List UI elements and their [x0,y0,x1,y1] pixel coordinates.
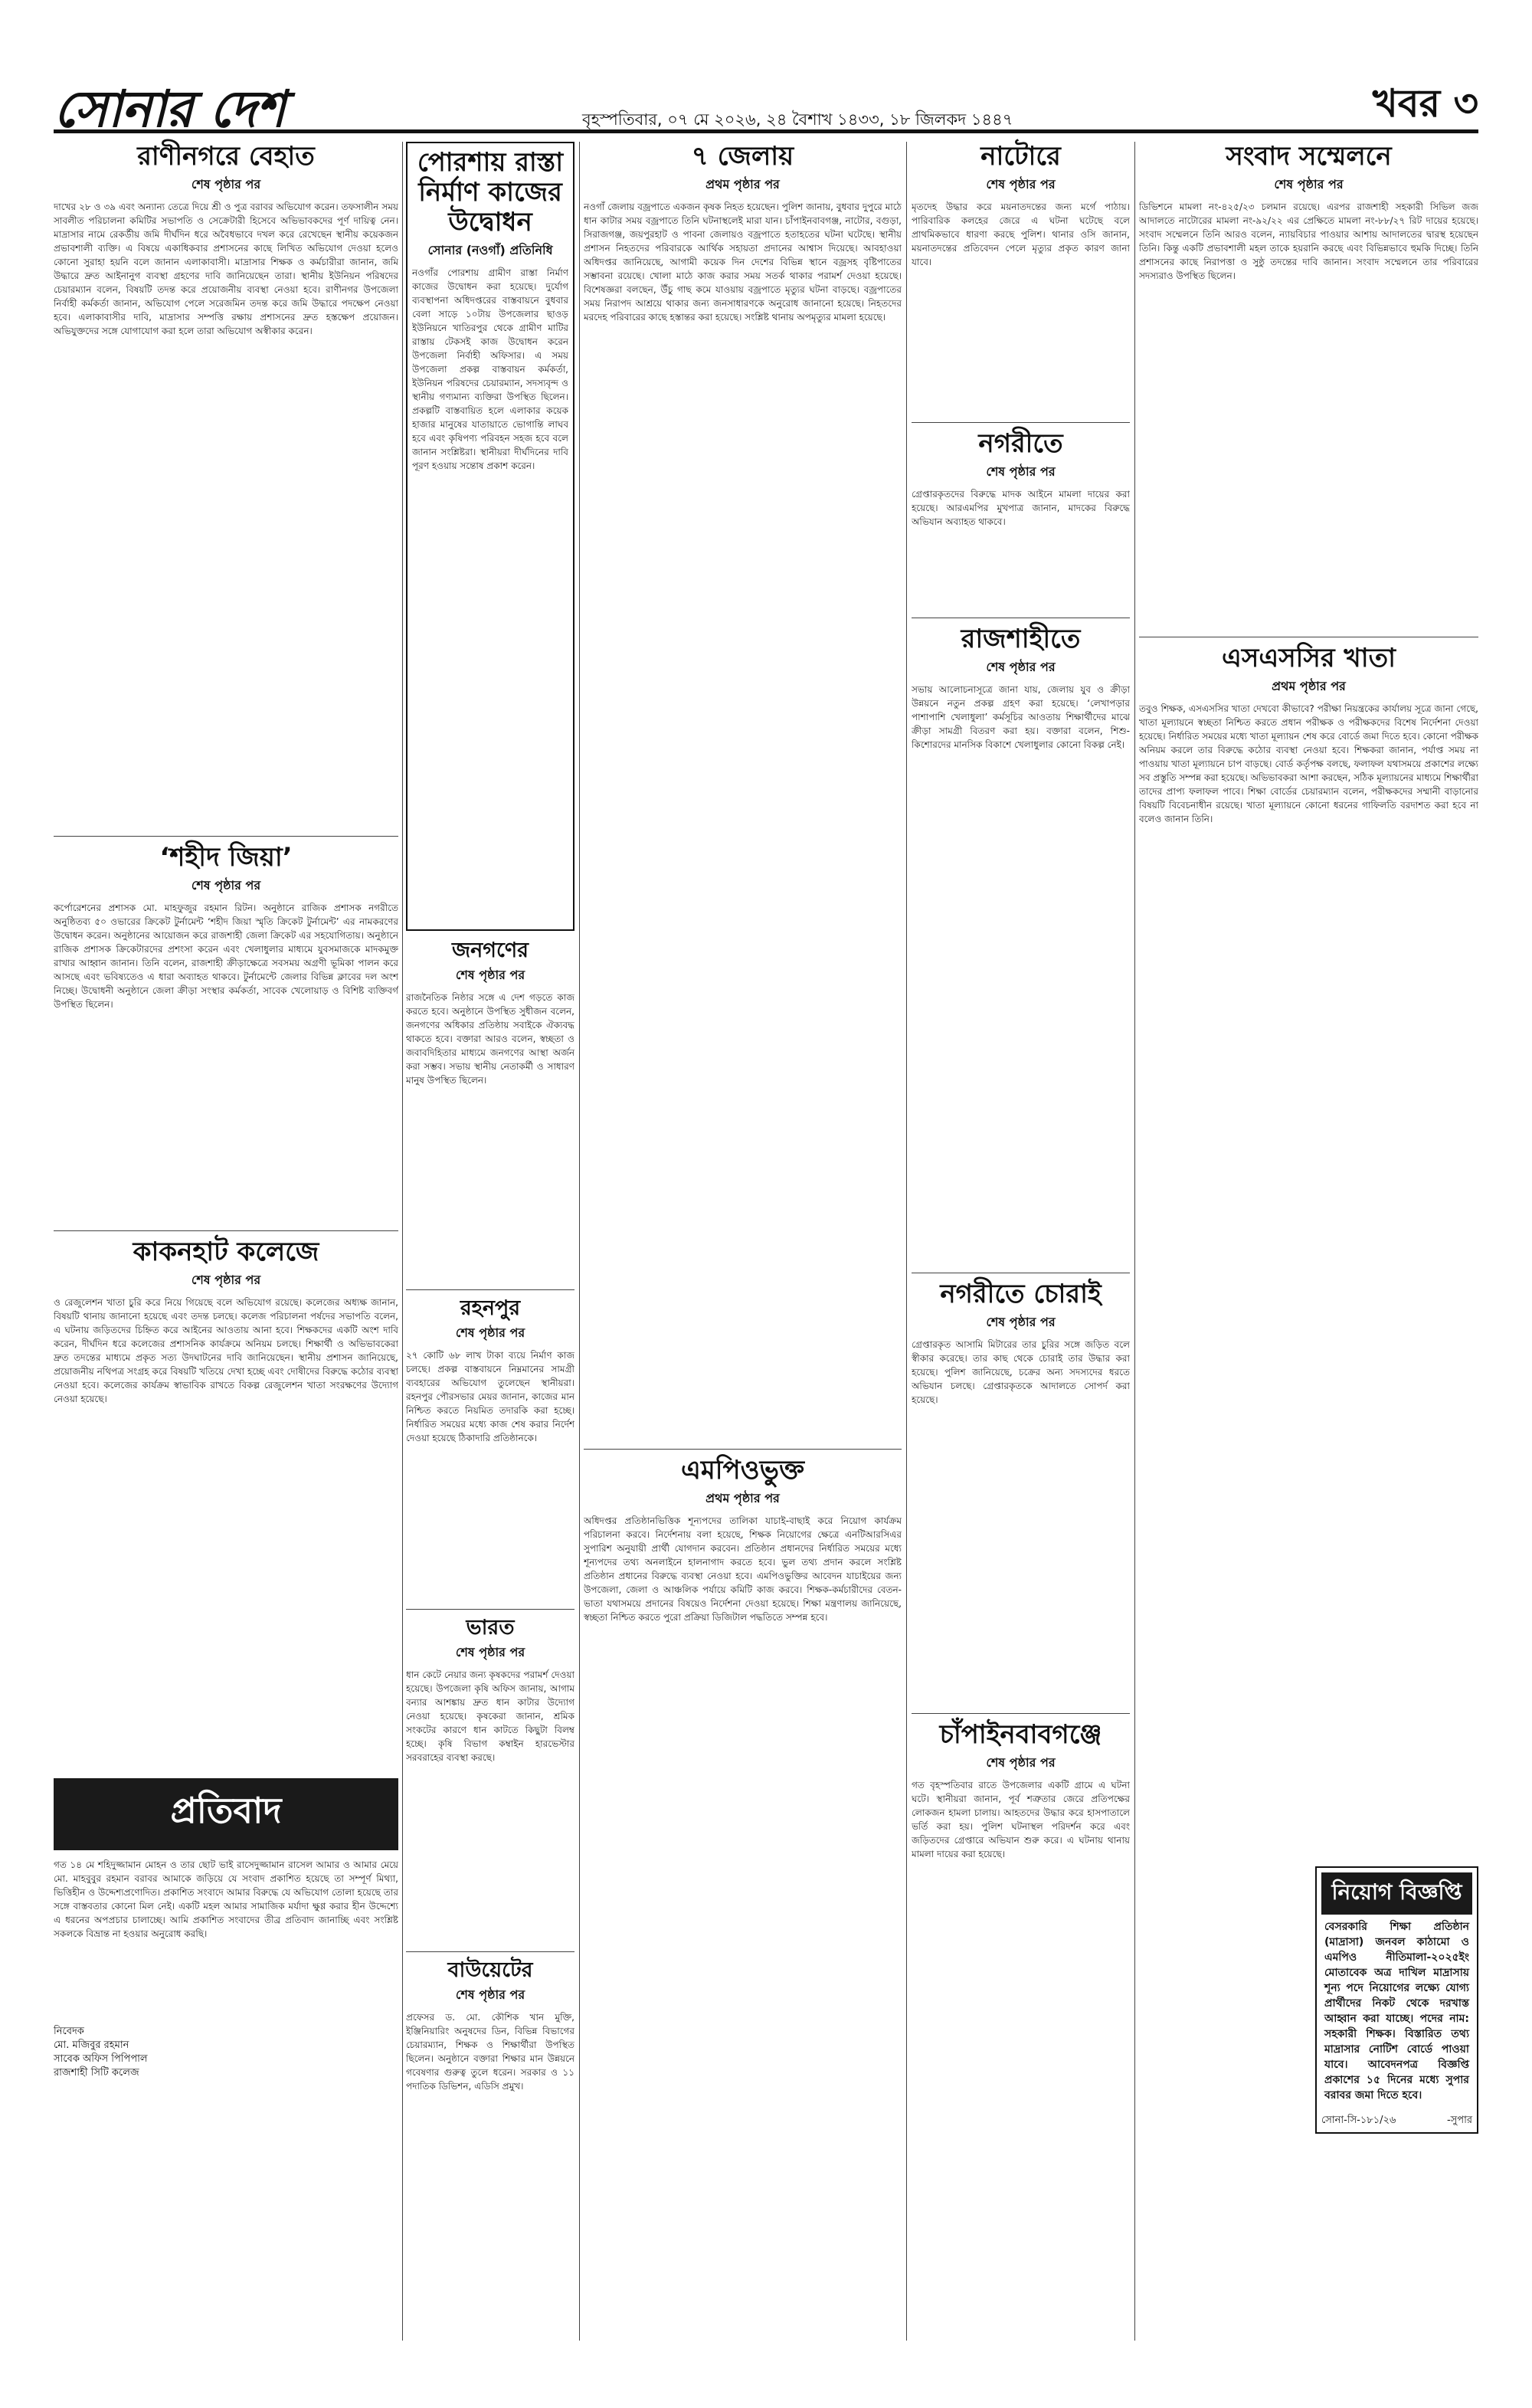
continuation-note: প্রথম পৃষ্ঠার পর [705,1491,780,1506]
divider [912,1713,1130,1714]
divider [406,1609,574,1610]
headline: রহনপুর [460,1296,521,1321]
headline: এমপিওভুক্ত [681,1455,804,1486]
story-press-conference [1139,142,1478,629]
story-bauet [406,1958,574,2240]
ad-signature: -সুপার [1446,2115,1472,2127]
continuation-note: প্রথম পৃষ্ঠার পর [705,177,780,192]
continuation-note: শেষ পৃষ্ঠার পর [191,878,261,893]
continuation-note: শেষ পৃষ্ঠার পর [986,464,1056,480]
headline: চাঁপাইনবাবগঞ্জে [939,1719,1102,1751]
headline: ‘শহীদ জিয়া’ [159,842,293,873]
story-body: নওগাঁর পোরশায় গ্রামীণ রাস্তা নির্মাণ কাজের উদ্বোধন করা হয়েছে। দুর্যোগ ব্যবস্থাপনা অধিদপ্তরের বাস্তবায়নে বুধবার বেলা সাড়ে ১০টায় উপজেলার ছাওড় ইউনিয়নে খাতিরপুর থেকে গ্রামীণ মাটির রাস্তায় টেকসই কাজ উদ্বোধন করেন উপজেলা নির্বাহী অফিসার। এ সময় উপজেলা প্রকল্প বাস্তবায়ন কর্মকর্তা, ইউনিয়ন পরিষদের চেয়ারম্যান, সদস্যবৃন্দ ও স্থানীয় গণ্যমান্য ব্যক্তিরা উপস্থিত ছিলেন। প্রকল্পটি বাস্তবায়িত হলে এলাকার কয়েক হাজার মানুষের যাতায়াতে ভোগান্তি লাঘব হবে এবং কৃষিপণ্য পরিবহন সহজ হবে বলে জানান সংশ্লিষ্টরা। স্থানীয়রা দীর্ঘদিনের দাবি পূরণ হওয়ায় সন্তোষ প্রকাশ করেন। [412,267,568,472]
headline: ৭ জেলায় [691,141,794,172]
date-line: বৃহস্পতিবার, ০৭ মে ২০২৬, ২৪ বৈশাখ ১৪৩৩, ১৮ জিলকদ ১৪৪৭ [582,110,1013,129]
headline: পোরশায় রাস্তা নির্মাণ কাজের উদ্বোধন [417,147,564,238]
story-body: গ্রেপ্তারকৃত আসামি মিটারের তার চুরির সঙ্গে জড়িত বলে স্বীকার করেছে। তার কাছ থেকে চোরাই তার উদ্ধার করা হয়েছে। পুলিশ জানিয়েছে, চক্রের অন্য সদস্যদের ধরতে অভিযান চলছে। গ্রেপ্তারকৃতকে আদালতে সোপর্দ করা হয়েছে। [912,1339,1130,1406]
story-body: দাখের ২৮ ও ৩৯ এবং অন্যান্য তেত্রে দিয়ে শ্রী ও পুত্র বরাবর অভিযোগ করেন। তফসালীন সময় সাবলীত পরিচালনা কমিটির সভাপতি ও সেক্রেটারী হিসেবে অভিভাবকদের পূর্ণ দায়িত্ব নেন। মাদ্রাসার নামে রেকর্ডীয় জমি দীর্ঘদিন ধরে অবৈধভাবে দখল করে রেখেছেন স্থানীয় কয়েকজন প্রভাবশালী ব্যক্তি। এ বিষয়ে একাধিকবার প্রশাসনের কাছে লিখিত অভিযোগ দেওয়া হলেও কোনো সুরাহা হয়নি বলে জানান এলাকাবাসী। মাদ্রাসার শিক্ষক ও কর্মচারীরা জানান, জমি উদ্ধারে দ্রুত আইনানুগ ব্যবস্থা গ্রহণের দাবি জানিয়েছেন তারা। স্থানীয় ইউনিয়ন পরিষদের চেয়ারম্যান বলেন, বিষয়টি তদন্ত করে প্রয়োজনীয় ব্যবস্থা নেওয়া হবে। রাণীনগর উপজেলা নির্বাহী কর্মকর্তা জানান, অভিযোগ পেলে সরেজমিন তদন্ত করে জমি উদ্ধারে পদক্ষেপ নেওয়া হবে। এলাকাবাসীর দাবি, মাদ্রাসার সম্পত্তি রক্ষায় প্রশাসনের দ্রুত হস্তক্ষেপ প্রয়োজন। অভিযুক্তদের সঙ্গে যোগাযোগ করা হলে তারা অভিযোগ অস্বীকার করেন। [54,201,398,337]
continuation-note: শেষ পৃষ্ঠার পর [455,1987,525,2003]
story-raninagar [54,142,398,828]
headline: জনগণের [452,939,529,963]
recruitment-ad [1315,1866,1478,2134]
headline: ভারত [466,1616,515,1640]
column-divider [579,142,580,2341]
story-7-districts [584,142,902,1441]
story-janaganer [406,939,574,1282]
story-nagarite [912,429,1130,610]
story-nagarite-chorai [912,1279,1130,1705]
continuation-note: শেষ পৃষ্ঠার পর [1274,177,1344,192]
ad-body: বেসরকারি শিক্ষা প্রতিষ্ঠান (মাদ্রাসা) জনবল কাঠামো ও এমপিও নীতিমালা-২০২৫ইং মোতাবেক অত্র দাখিল মাদ্রাসায় শূন্য পদে নিয়োগের লক্ষ্যে যোগ্য প্রার্থীদের নিকট থেকে দরখাস্ত আহ্বান করা যাচ্ছে। পদের নাম: সহকারী শিক্ষক। বিস্তারিত তথ্য মাদ্রাসার নোটিশ বোর্ডে পাওয়া যাবে। আবেদনপত্র বিজ্ঞপ্তি প্রকাশের ১৫ দিনের মধ্যে সুপার বরাবর জমা দিতে হবে। [1324,1921,1469,2102]
headline: রাণীনগরে বেহাত [137,141,315,172]
column-2 [406,142,574,2248]
divider [584,1449,902,1450]
story-body: ডিভিশনে মামলা নং-৪২৫/২৩ চলমান রয়েছে। এরপর রাজশাহী সহকারী সিভিল জজ আদালতে নাটোরের মামলা নং-৯২/২২ এর প্রেক্ষিতে মামলা নং-৮৮/২৭ রিট দায়ের হয়েছে। সংবাদ সম্মেলনে তিনি আরও বলেন, ন্যায়বিচার পাওয়ার আশায় আদালতের দ্বারস্থ হয়েছেন তিনি। কিন্তু একটি প্রভাবশালী মহল তাকে হয়রানি করছে এবং বিভিন্নভাবে হুমকি দিচ্ছে। তিনি প্রশাসনের কাছে নিরাপত্তা ও সুষ্ঠু তদন্তের দাবি জানান। সংবাদ সম্মেলনে তার পরিবারের সদস্যরাও উপস্থিত ছিলেন। [1139,201,1478,282]
story-body: রাজনৈতিক নিষ্ঠার সঙ্গে এ দেশ গড়তে কাজ করতে হবে। অনুষ্ঠানে উপস্থিত সুধীজন বলেন, জনগণের অধিকার প্রতিষ্ঠায় সবাইকে ঐক্যবদ্ধ থাকতে হবে। বক্তারা আরও বলেন, স্বচ্ছতা ও জবাবদিহিতার মাধ্যমে জনগণের আস্থা অর্জন করা সম্ভব। সভায় স্থানীয় নেতাকর্মী ও সাধারণ মানুষ উপস্থিত ছিলেন। [406,992,574,1086]
story-body: অধিদপ্তর প্রতিষ্ঠানভিত্তিক শূন্যপদের তালিকা যাচাই-বাছাই করে নিয়োগ কার্যক্রম পরিচালনা করবে। নির্দেশনায় বলা হয়েছে, শিক্ষক নিয়োগের ক্ষেত্রে এনটিআরসিএর সুপারিশ অনুযায়ী প্রার্থী যোগদান করবেন। প্রতিষ্ঠান প্রধানদের নির্ধারিত সময়ের মধ্যে শূন্যপদের তথ্য অনলাইনে হালনাগাদ করতে হবে। ভুল তথ্য প্রদান করলে সংশ্লিষ্ট প্রতিষ্ঠান প্রধানের বিরুদ্ধে ব্যবস্থা নেওয়া হবে। এমপিওভুক্তির আবেদন যাচাইয়ের জন্য উপজেলা, জেলা ও আঞ্চলিক পর্যায়ে কমিটি কাজ করবে। শিক্ষক-কর্মচারীদের বেতন-ভাতা যথাসময়ে প্রদানের বিষয়েও নির্দেশনা দেওয়া হয়েছে। শিক্ষা মন্ত্রণালয় জানিয়েছে, স্বচ্ছতা নিশ্চিত করতে পুরো প্রক্রিয়া ডিজিটাল পদ্ধতিতে সম্পন্ন হবে। [584,1515,902,1623]
headline: নগরীতে চোরাই [940,1279,1102,1310]
divider [406,1951,574,1952]
continuation-note: শেষ পৃষ্ঠার পর [455,968,525,983]
story-mpo [584,1456,902,2341]
column-4 [912,142,1130,2383]
newspaper-name: সোনার দেশ [54,80,285,139]
story-protest [54,1858,398,2080]
continuation-note: শেষ পৃষ্ঠার পর [455,1325,525,1341]
story-body: ২৭ কোটি ৬৮ লাখ টাকা ব্যয়ে নির্মাণ কাজ চলছে। প্রকল্প বাস্তবায়নে নিম্নমানের সামগ্রী ব্যবহারের অভিযোগ তুলেছেন স্থানীয়রা। রহনপুর পৌরসভার মেয়র জানান, কাজের মান নিশ্চিত করতে নিয়মিত তদারকি করা হচ্ছে। নির্ধারিত সময়ের মধ্যে কাজ শেষ করার নির্দেশ দেওয়া হয়েছে ঠিকাদারি প্রতিষ্ঠানকে। [406,1350,574,1444]
continuation-note: শেষ পৃষ্ঠার পর [986,660,1056,675]
story-rahanpur [406,1296,574,1601]
headline: নগরীতে [978,428,1063,460]
story-bharat [406,1616,574,1944]
story-kakonhat-college [54,1237,398,1771]
continuation-note: শেষ পৃষ্ঠার পর [986,177,1056,192]
story-body: নওগাঁ জেলায় বজ্রপাতে একজন কৃষক নিহত হয়েছেন। পুলিশ জানায়, বুধবার দুপুরে মাঠে ধান কাটার সময় বজ্রপাতে তিনি ঘটনাস্থলেই মারা যান। চাঁপাইনবাবগঞ্জ, নাটোর, বগুড়া, সিরাজগঞ্জ, জয়পুরহাট ও পাবনা জেলায়ও বজ্রপাতে হতাহতের ঘটনা ঘটেছে। স্থানীয় প্রশাসন নিহতদের পরিবারকে আর্থিক সহায়তা প্রদানের আশ্বাস দিয়েছে। আবহাওয়া অধিদপ্তর জানিয়েছে, আগামী কয়েক দিন দেশের বিভিন্ন স্থানে বজ্রসহ বৃষ্টিপাতের সম্ভাবনা রয়েছে। খোলা মাঠে কাজ করার সময় সতর্ক থাকার পরামর্শ দেওয়া হয়েছে। বিশেষজ্ঞরা বলছেন, উঁচু গাছ কমে যাওয়ায় বজ্রপাতে মৃত্যুর ঘটনা বাড়ছে। বজ্রপাতের সময় নিরাপদ আশ্রয়ে থাকার জন্য জনসাধারণকে অনুরোধ জানানো হয়েছে। নিহতদের মরদেহ পরিবারের কাছে হস্তান্তর করা হয়েছে। সংশ্লিষ্ট থানায় অপমৃত্যুর মামলা হয়েছে। [584,201,902,323]
story-body: ও রেজুলেশন খাতা চুরি করে নিয়ে গিয়েছে বলে অভিযোগ রয়েছে। কলেজের অধ্যক্ষ জানান, বিষয়টি থানায় জানানো হয়েছে এবং তদন্ত চলছে। কলেজ পরিচালনা পর্ষদের সভাপতি বলেন, এ ঘটনায় জড়িতদের চিহ্নিত করে আইনের আওতায় আনা হবে। শিক্ষকদের একটি অংশ দাবি করেন, দীর্ঘদিন ধরে কলেজের প্রশাসনিক কার্যক্রমে অনিয়ম চলছে। শিক্ষার্থী ও অভিভাবকেরা দ্রুত তদন্তের মাধ্যমে প্রকৃত সত্য উদঘাটনের দাবি জানিয়েছেন। স্থানীয় প্রশাসন জানিয়েছে, প্রয়োজনীয় নথিপত্র সংগ্রহ করে বিষয়টি খতিয়ে দেখা হচ্ছে এবং দোষীদের বিরুদ্ধে কঠোর ব্যবস্থা নেওয়া হবে। কলেজের কার্যক্রম স্বাভাবিক রাখতে বিকল্প রেজুলেশন খাতা সংরক্ষণের উদ্যোগ নেওয়া হয়েছে। [54,1297,398,1405]
continuation-note: প্রথম পৃষ্ঠার পর [1272,679,1346,694]
divider [54,836,398,837]
story-body: মৃতদেহ উদ্ধার করে ময়নাতদন্তের জন্য মর্গে পাঠায়। পারিবারিক কলহের জেরে এ ঘটনা ঘটেছে বলে প্রাথমিকভাবে ধারণা করছে পুলিশ। থানার ওসি জানান, ময়নাতদন্তের প্রতিবেদন পেলে মৃত্যুর প্রকৃত কারণ জানা যাবে। [912,201,1130,268]
story-body: গ্রেপ্তারকৃতদের বিরুদ্ধে মাদক আইনে মামলা দায়ের করা হয়েছে। আরএমপির মুখপাত্র জানান, মাদকের বিরুদ্ধে অভিযান অব্যাহত থাকবে। [912,489,1130,528]
headline: এসএসসির খাতা [1222,643,1396,674]
continuation-note: শেষ পৃষ্ঠার পর [986,1755,1056,1771]
divider [406,1289,574,1290]
divider [54,1230,398,1231]
column-divider [1134,142,1135,2341]
continuation-note: শেষ পৃষ্ঠার পর [986,1315,1056,1330]
column-1 [54,142,398,2088]
story-body: গত ১৪ মে শহিদুজ্জামান মোহন ও তার ছোট ভাই রাসেদুজ্জামান রাসেল আমার ও আমার মেয়ে মো. মাহবুবুর রহমান বরাবর আমাকে জড়িয়ে যে সংবাদ প্রকাশিত হয়েছে তা সম্পূর্ণ মিথ্যা, ভিত্তিহীন ও উদ্দেশ্যপ্রণোদিত। প্রকাশিত সংবাদে আমার বিরুদ্ধে যে অভিযোগ তোলা হয়েছে তার সঙ্গে বাস্তবতার কোনো মিল নেই। একটি মহল আমার সামাজিক মর্যাদা ক্ষুণ্ণ করার হীন উদ্দেশ্যে এ ধরনের অপপ্রচার চালাচ্ছে। আমি প্রকাশিত সংবাদের তীব্র প্রতিবাদ জানাচ্ছি এবং সংশ্লিষ্ট সকলকে বিভ্রান্ত না হওয়ার অনুরোধ করছি। [54,1859,398,1940]
ad-title: নিয়োগ বিজ্ঞপ্তি [1321,1872,1472,1915]
protest-banner: প্রতিবাদ [54,1778,398,1850]
story-porsha-road [406,142,574,931]
column-divider [906,142,907,2341]
continuation-note: শেষ পৃষ্ঠার পর [455,1645,525,1660]
story-shahid-zia [54,843,398,1223]
headline: নাটোরে [980,141,1061,172]
continuation-note: শেষ পৃষ্ঠার পর [191,177,261,192]
signature-block: নিবেদক মো. মজিবুর রহমান সাবেক অফিস পিপিপাল রাজশাহী সিটি কলেজ [54,2026,148,2079]
headline: বাউয়েটের [447,1958,533,1983]
story-body: ধান কেটে নেয়ার জন্য কৃষকদের পরামর্শ দেওয়া হয়েছে। উপজেলা কৃষি অফিস জানায়, আগাম বন্যার আশঙ্কায় দ্রুত ধান কাটার উদ্যোগ নেওয়া হয়েছে। কৃষকেরা জানান, শ্রমিক সংকটের কারণে ধান কাটতে কিছুটা বিলম্ব হচ্ছে। কৃষি বিভাগ কম্বাইন হারভেস্টার সরবরাহের ব্যবস্থা করছে। [406,1669,574,1764]
story-body: প্রফেসর ড. মো. কৌশিক খান মুক্তি, ইঞ্জিনিয়ারিং অনুষদের ডিন, বিভিন্ন বিভাগের চেয়ারম্যান, শিক্ষক ও শিক্ষার্থীরা উপস্থিত ছিলেন। অনুষ্ঠানে বক্তারা শিক্ষার মান উন্নয়নে গবেষণার গুরুত্ব তুলে ধরেন। সরকার ও ১১ পদাতিক ডিভিশন, এডিসি প্রমুখ। [406,2012,574,2092]
story-body: গত বৃহস্পতিবার রাতে উপজেলার একটি গ্রামে এ ঘটনা ঘটে। স্থানীয়রা জানান, পূর্ব শত্রুতার জেরে প্রতিপক্ষের লোকজন হামলা চালায়। আহতদের উদ্ধার করে হাসপাতালে ভর্তি করা হয়। পুলিশ ঘটনাস্থল পরিদর্শন করে এবং জড়িতদের গ্রেপ্তারে অভিযান শুরু করে। এ ঘটনায় থানায় মামলা দায়ের করা হয়েছে। [912,1780,1130,1860]
headline: কাকনহাট কলেজে [133,1237,319,1268]
column-5 [1139,142,1478,2134]
continuation-note: শেষ পৃষ্ঠার পর [191,1273,261,1288]
section-label: খবর ৩ [1372,81,1478,126]
ad-code: সোনা-সি-১৮১/২৬ [1321,2115,1396,2127]
headline: সংবাদ সম্মেলনে [1226,141,1392,172]
story-chapainawabganj [912,1720,1130,2376]
column-divider [402,142,403,2341]
reporter-line: সোনার (নওগাঁ) প্রতিনিধি [427,243,553,258]
divider [912,422,1130,423]
story-body: তবুও শিক্ষক, এসএসসির খাতা দেখবো কীভাবে? পরীক্ষা নিয়ন্ত্রকের কার্যালয় সূত্রে জানা গেছে, খাতা মূল্যায়নে স্বচ্ছতা নিশ্চিত করতে প্রধান পরীক্ষক ও পরীক্ষকদের বিশেষ নির্দেশনা দেওয়া হয়েছে। নির্ধারিত সময়ের মধ্যে খাতা মূল্যায়ন শেষ করে বোর্ডে জমা দিতে হবে। কোনো পরীক্ষক অনিয়ম করলে তার বিরুদ্ধে কঠোর ব্যবস্থা নেওয়া হবে। শিক্ষকরা জানান, পর্যাপ্ত সময় না পাওয়ায় খাতা মূল্যায়নে চাপ বাড়ছে। বোর্ড কর্তৃপক্ষ বলছে, ফলাফল যথাসময়ে প্রকাশের লক্ষ্যে সব প্রস্তুতি সম্পন্ন করা হয়েছে। অভিভাবকরা আশা করছেন, সঠিক মূল্যায়নের মাধ্যমে শিক্ষার্থীরা তাদের প্রাপ্য ফলাফল পাবে। শিক্ষা বোর্ডের চেয়ারম্যান বলেন, পরীক্ষকদের সম্মানী বাড়ানোর বিষয়টি বিবেচনাধীন রয়েছে। খাতা মূল্যায়নে কোনো ধরনের গাফিলতি বরদাশত করা হবে না বলেও জানান তিনি। [1139,703,1478,825]
story-body: সভায় আলোচনাসূত্রে জানা যায়, জেলায় যুব ও ক্রীড়া উন্নয়নে নতুন প্রকল্প গ্রহণ করা হয়েছে। ‘লেখাপড়ার পাশাপাশি খেলাধুলা’ কর্মসূচির আওতায় শিক্ষার্থীদের মাঝে ক্রীড়া সামগ্রী বিতরণ করা হয়। বক্তারা বলেন, শিশু-কিশোরদের মানসিক বিকাশে খেলাধুলার কোনো বিকল্প নেই। [912,684,1130,751]
story-ssc-khata [1139,644,1478,1859]
story-body: কর্পোরেশনের প্রশাসক মো. মাহফুজুর রহমান রিটন। অনুষ্ঠানে রাজিক প্রশাসক নগরীতে অনুষ্ঠিতব্য ৫০ ওভারের ক্রিকেট টুর্নামেন্ট ‘শহীদ জিয়া স্মৃতি ক্রিকেট টুর্নামেন্ট’ এর নামকরণের উদ্বোধন করেন। অনুষ্ঠানের আয়োজন করে রাজশাহী জেলা ক্রিকেট এর সহযোগিতায়। অনুষ্ঠানে রাজিক প্রশাসক ক্রিকেটারদের প্রশংসা করেন এবং খেলাধুলার মাধ্যমে যুবসমাজকে মাদকমুক্ত রাখার আহ্বান জানান। তিনি বলেন, রাজশাহী ক্রীড়াক্ষেত্রে সবসময় অগ্রণী ভূমিকা পালন করে আসছে এবং ভবিষ্যতেও এ ধারা অব্যাহত থাকবে। টুর্নামেন্টে জেলার বিভিন্ন ক্লাবের দল অংশ নিচ্ছে। উদ্বোধনী অনুষ্ঠানে জেলা ক্রীড়া সংস্থার কর্মকর্তা, সাবেক খেলোয়াড় ও বিশিষ্ট ব্যক্তিবর্গ উপস্থিত ছিলেন। [54,903,398,1011]
story-natore [912,142,1130,414]
ad-footer [1321,2114,1472,2128]
column-3 [584,142,902,2349]
masthead [54,67,1478,139]
headline: রাজশাহীতে [961,624,1081,655]
story-rajshahite [912,624,1130,1265]
